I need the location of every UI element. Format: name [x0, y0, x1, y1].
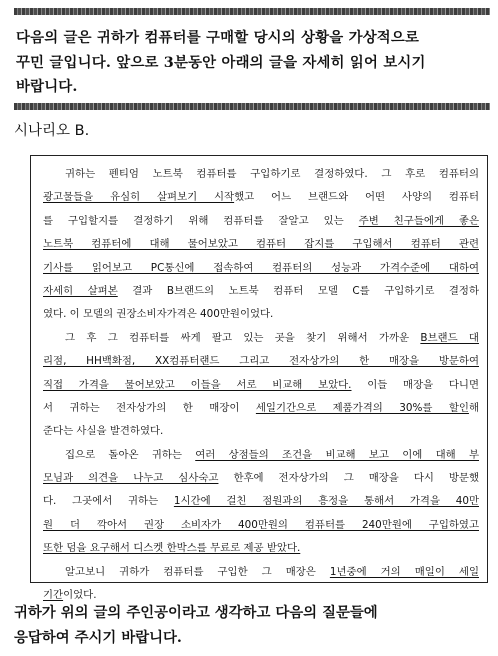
underlined-phrase: 모님과 의견을 나누고 심사숙고: [43, 472, 219, 485]
story-line: [43, 350, 479, 373]
intro-line-3: 바랍니다.: [16, 78, 78, 95]
outro-line-1: 귀하가 위의 글의 주인공이라고 생각하고 다음의 질문들에: [14, 604, 378, 621]
story-line: [43, 233, 479, 256]
story-line: 광고물들을 유심히 살펴보기 시작했고 어느 브랜드와 어떤 사양의 컴퓨터: [43, 191, 479, 204]
underlined-phrase: 리점, HH백화점, XX컴퓨터랜드 그리고 전자상가의 한 매장을 방문하여: [43, 355, 479, 368]
story-line: [43, 537, 479, 560]
instruction-intro: [16, 26, 490, 100]
intro-line-2: 꾸민 글입니다. 앞으로 3분동안 아래의 글을 자세히 읽어 보시기: [16, 53, 426, 71]
underlined-phrase: 직접 가격을 물어보았고 이들을 서로 비교해 보았다.: [43, 378, 352, 391]
scenario-label: 시나리오 B.: [14, 123, 90, 139]
story-line: 귀하는 펜티엄 노트북 컴퓨터를 구입하기로 결정하였다. 그 후로 컴퓨터의: [65, 168, 479, 180]
outro-line-2: 응답하여 주시기 바랍니다.: [14, 629, 182, 646]
underlined-phrase: 세일기간으로 제품가격의 30%를 할인: [255, 401, 469, 414]
story-line: 준다는 사실을 발견하였다.: [43, 425, 164, 438]
underlined-phrase: 1시간에 걸친 점원과의 흥정을 통해서 가격을 40만: [173, 495, 479, 508]
story-line: 였다. 이 모델의 권장소비자가격은 400만원이었다.: [43, 308, 274, 321]
story-line: 직접 가격을 물어보았고 이들을 서로 비교해 보았다. 이들 매장을 다니면: [43, 378, 479, 391]
story-line: 를 구입할지를 결정하기 위해 컴퓨터를 잘알고 있는 주변 친구들에게 좋은: [43, 214, 479, 227]
underlined-phrase: 자세히 살펴본: [43, 284, 118, 297]
underlined-phrase: 1년중에 거의 매일이 세일: [329, 565, 479, 578]
underlined-phrase: 원 더 깍아서 권장 소비자가 400만원의 컴퓨터를 240만원에 구입하였고: [43, 518, 479, 531]
story-line: 자세히 살펴본 결과 B브랜드의 노트북 컴퓨터 모델 C를 구입하기로 결정하: [43, 284, 479, 297]
underlined-phrase: 기사를 읽어보고 PC통신에 접속하여 컴퓨터의 성능과 가격수준에 대하여: [43, 261, 479, 274]
underlined-phrase: 또한 덤을 요구해서 디스켓 한박스를 무료로 제공 받았다.: [43, 542, 301, 555]
top-divider-band: [14, 8, 490, 15]
underlined-phrase: 기간: [43, 589, 64, 602]
story-line: 알고보니 귀하가 컴퓨터를 구입한 그 매장은 1년중에 거의 매일이 세일: [65, 565, 479, 578]
underlined-phrase: B브랜드 대: [420, 331, 479, 344]
story-line: 다. 그곳에서 귀하는 1시간에 걸친 점원과의 흥정을 통해서 가격을 40만: [43, 495, 479, 508]
story-line: 그 후 그 컴퓨터를 싸게 팔고 있는 곳을 찾기 위해서 가까운 B브랜드 대: [65, 331, 479, 344]
underlined-phrase: 여러 상점들의 조건을 비교해 보고 이에 대해 부: [195, 448, 479, 461]
story-line: [43, 514, 479, 537]
story-line: 기간이었다.: [43, 589, 97, 602]
underlined-phrase: 주변 친구들에게 좋은: [358, 214, 479, 227]
story-line: 서 귀하는 전자상가의 한 매장이 세일기간으로 제품가격의 30%를 할인해: [43, 401, 479, 414]
scenario-story-box: [30, 155, 488, 602]
instruction-outro: [14, 600, 494, 650]
bottom-divider-band: [14, 103, 490, 110]
intro-line-1: 다음의 글은 귀하가 컴퓨터를 구매할 당시의 상황을 가상적으로: [16, 29, 420, 46]
story-line: 집으로 돌아온 귀하는 여러 상점들의 조건을 비교해 보고 이에 대해 부: [65, 448, 479, 461]
story-line: 모님과 의견을 나누고 심사숙고 한후에 전자상가의 그 매장을 다시 방문했: [43, 472, 479, 485]
underlined-phrase: 광고물들을 유심히 살펴보기 시작: [43, 191, 235, 204]
story-line: [43, 257, 479, 280]
underlined-phrase: 노트북 컴퓨터에 대해 물어보았고 컴퓨터 잡지를 구입해서 컴퓨터 관련: [43, 238, 479, 251]
